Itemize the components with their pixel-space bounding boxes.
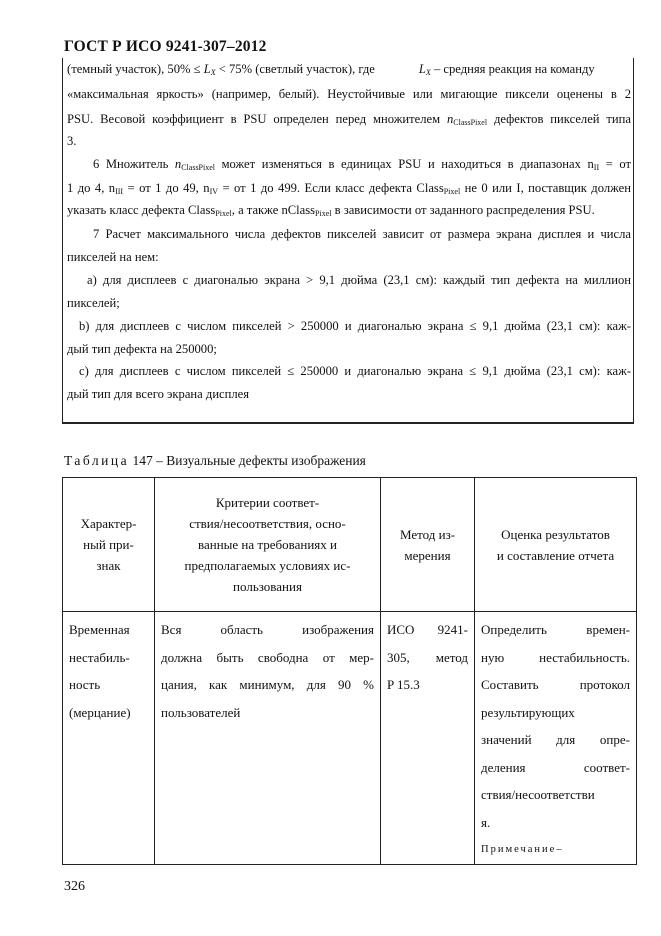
- continued-text-box: [62, 58, 634, 424]
- visual-defects-table: [62, 477, 637, 865]
- document-header: ГОСТ Р ИСО 9241-307–2012: [64, 38, 267, 55]
- header-evaluation: Оценка результатов и составление отчета: [475, 478, 637, 612]
- cell-evaluation: Определить времен- ную нестабильность. Составить протокол результирующих значений для опре- деления соответ- ствия/несоответстви я. Примечание–: [475, 612, 637, 865]
- table-caption: Таблица 147 – Визуальные дефекты изображения: [64, 453, 366, 468]
- box-line-10: a) для дисплеев с диагональю экрана > 9,1 дюйма (23,1 см): каждый тип дефекта на миллион: [87, 273, 631, 287]
- box-line-1: (темный участок), $50\% \le L_X < 75\%$ (светлый участок), где $L_X$ – средняя реакция на команду: [67, 62, 595, 77]
- box-line-5: 6 Множитель $n_{ClassPixel}$ может изменяться в единицах PSU и находиться в диапазонах $n_{II}$ = от: [93, 157, 631, 172]
- table-header-row: [63, 478, 637, 612]
- header-feature: Характер- ный при- знак: [63, 478, 155, 612]
- box-line-6: 1 до 4, $n_{III}$ = от 1 до 49, $n_{IV}$ = от 1 до 499. Если класс дефекта Class$_{Pixel}$ не 0 или I, поставщик должен: [67, 181, 631, 196]
- table-note: Примечание–: [481, 844, 564, 855]
- table-row: [63, 612, 637, 865]
- header-criteria: Критерии соответ- ствия/несоответствия, осно- ванные на требованиях и предполагаемых условиях ис- пользования: [155, 478, 381, 612]
- box-line-3: PSU. Весовой коэффициент в PSU определен перед множителем $n_{ClassPixel}$ дефектов пикселей типа: [67, 112, 631, 127]
- box-line-11: пикселей;: [67, 296, 120, 310]
- box-line-15: дый тип для всего экрана дисплея: [67, 387, 250, 401]
- box-line-12: b) для дисплеев с числом пикселей > 250000 и диагональю экрана ≤ 9,1 дюйма (23,1 см): каж-: [79, 319, 631, 333]
- page-number: 326: [64, 879, 85, 894]
- box-line-13: дый тип дефекта на 250000;: [67, 342, 217, 356]
- header-method: Метод из- мерения: [381, 478, 475, 612]
- cell-method: ИСО 9241- 305, метод P 15.3: [381, 612, 475, 865]
- cell-criteria: Вся область изображения должна быть свободна от мер- цания, как минимум, для 90 % пользователей: [155, 612, 381, 865]
- box-line-9: пикселей на нем:: [67, 250, 159, 264]
- cell-feature: Временная нестабиль- ность (мерцание): [63, 612, 155, 865]
- box-line-8: 7 Расчет максимального числа дефектов пикселей зависит от размера экрана дисплея и числа: [93, 227, 631, 241]
- box-line-7: указать класс дефекта Class$_{Pixel}$, а также nClass$_{Pixel}$ в зависимости от заданного распределения PSU.: [67, 203, 595, 218]
- box-line-2: «максимальная яркость» (например, белый). Неустойчивые или мигающие пиксели оценены в 2: [67, 87, 631, 101]
- box-line-4: 3.: [67, 134, 77, 148]
- box-line-14: c) для дисплеев с числом пикселей ≤ 250000 и диагональю экрана ≤ 9,1 дюйма (23,1 см): каж-: [79, 364, 631, 378]
